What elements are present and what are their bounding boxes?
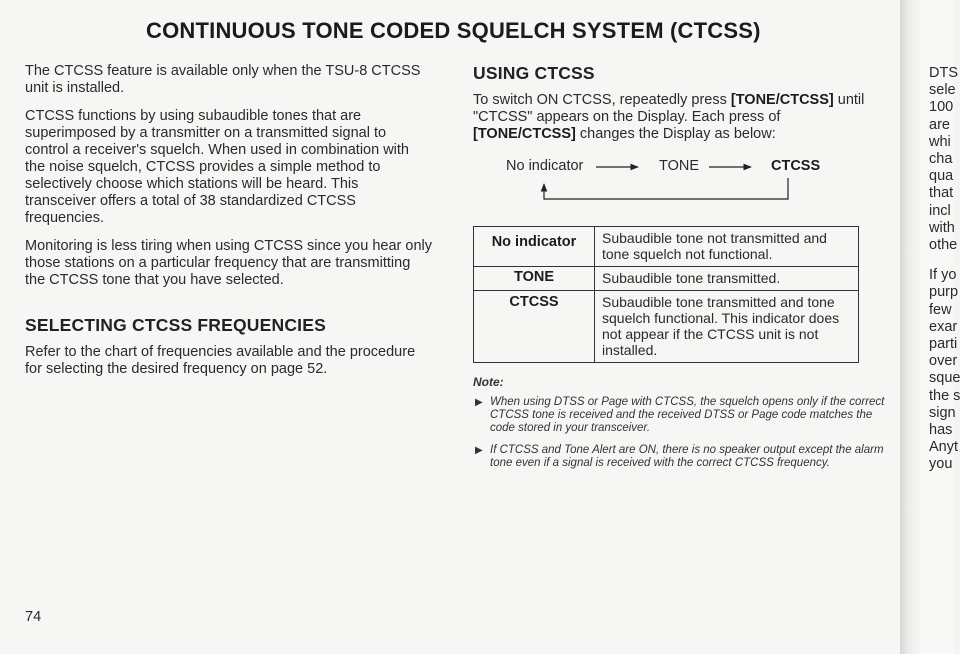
heading-selecting-frequencies: SELECTING CTCSS FREQUENCIES [25, 315, 326, 335]
paragraph-gap [929, 254, 954, 267]
next-page-fragment: you [929, 456, 953, 473]
next-page-fragment: Anyt [929, 439, 959, 456]
notes-list [473, 396, 885, 470]
next-page-fragment: with [929, 219, 955, 236]
next-page-fragment: 100 [929, 99, 954, 116]
note-text: If CTCSS and Tone Alert are ON, there is no speaker output except the alarm tone even if a signal is received with the correct CTCSS frequency. [490, 444, 884, 469]
paragraph-using-intro [473, 92, 885, 143]
next-page-fragment: few [929, 301, 952, 318]
state-no-indicator: No indicator [506, 158, 584, 174]
list-item [473, 396, 885, 435]
bullet-icon: ▶ [475, 397, 483, 408]
next-page-fragment: over [929, 353, 958, 370]
page-number: 74 [25, 609, 42, 625]
display-cycle-diagram [473, 154, 885, 222]
next-page-fragment: that [929, 185, 954, 202]
next-page-fragment: If yo [929, 267, 957, 284]
left-column [25, 63, 433, 389]
indicator-name: TONE [474, 267, 595, 291]
next-page-fragment: are [929, 116, 950, 133]
next-page-fragment: parti [929, 336, 958, 353]
next-page-fragment: sele [929, 82, 956, 99]
paragraph-availability: The CTCSS feature is available only when the TSU-8 CTCSS unit is installed. [25, 63, 421, 96]
indicator-table [473, 226, 859, 363]
tone-ctcss-key-2: [TONE/CTCSS] [473, 126, 576, 142]
table-row [474, 291, 859, 363]
indicator-description: Subaudible tone not transmitted and tone squelch not functional. [595, 227, 859, 267]
next-page-fragment: cha [929, 151, 953, 168]
next-page-fragment: othe [929, 237, 958, 254]
next-page-fragment: has [929, 422, 953, 439]
next-page-edge [929, 65, 960, 474]
paragraph-selecting-frequencies: Refer to the chart of frequencies available and the procedure for selecting the desired frequency on page 52. [25, 344, 416, 377]
intro-text-3: changes the Display as below: [575, 126, 776, 142]
next-page-fragment: purp [929, 284, 959, 301]
intro-text-1: To switch ON CTCSS, repeatedly press [473, 92, 731, 108]
next-page-fragment: sign [929, 404, 956, 421]
note-label: Note: [473, 375, 504, 389]
list-item [473, 444, 885, 470]
table-row [474, 267, 859, 291]
state-tone: TONE [659, 158, 700, 174]
next-page-fragment: qua [929, 168, 954, 185]
indicator-description: Subaudible tone transmitted. [595, 267, 859, 291]
heading-using-ctcss: USING CTCSS [473, 63, 595, 83]
indicator-name: No indicator [474, 227, 595, 267]
paragraph-ctcss-function: CTCSS functions by using subaudible tones that are superimposed by a transmitter on a transmitted signal to control a receiver's squelch. When used in combination with the noise squelch, CTCSS provides a simple method to selectively choose which stations will be heard. This transceiver offers a total of 38 standardized CTCSS frequencies. [25, 108, 409, 226]
arrow-back-to-start [544, 178, 788, 199]
note-text: When using DTSS or Page with CTCSS, the squelch opens only if the correct CTCSS tone is received and the received DTSS or Page code matches the code stored in your transceiver. [490, 396, 885, 434]
paragraph-monitoring: Monitoring is less tiring when using CTCSS since you hear only those stations on a particular frequency that are transmitting the CTCSS tone that you have selected. [25, 238, 432, 288]
next-page-fragment: DTS [929, 65, 958, 81]
next-page-fragment: whi [929, 133, 951, 150]
indicator-description: Subaudible tone transmitted and tone squelch functional. This indicator does not appear if the CTCSS unit is not installed. [595, 291, 859, 363]
next-page-fragment: incl [929, 202, 951, 219]
indicator-name: CTCSS [474, 291, 595, 363]
next-page-fragment: the s [929, 387, 960, 404]
tone-ctcss-key-1: [TONE/CTCSS] [730, 92, 834, 108]
intro-text-2: until "CTCSS" appears on the Display. Each press of [473, 92, 865, 125]
next-page-fragment: exar [929, 318, 958, 335]
state-ctcss: CTCSS [771, 158, 821, 174]
table-row [474, 227, 859, 267]
bullet-icon: ▶ [475, 445, 483, 456]
page-title: CONTINUOUS TONE CODED SQUELCH SYSTEM (CTCSS) [146, 18, 761, 43]
next-page-fragment: sque [929, 370, 960, 387]
right-column [473, 63, 885, 479]
